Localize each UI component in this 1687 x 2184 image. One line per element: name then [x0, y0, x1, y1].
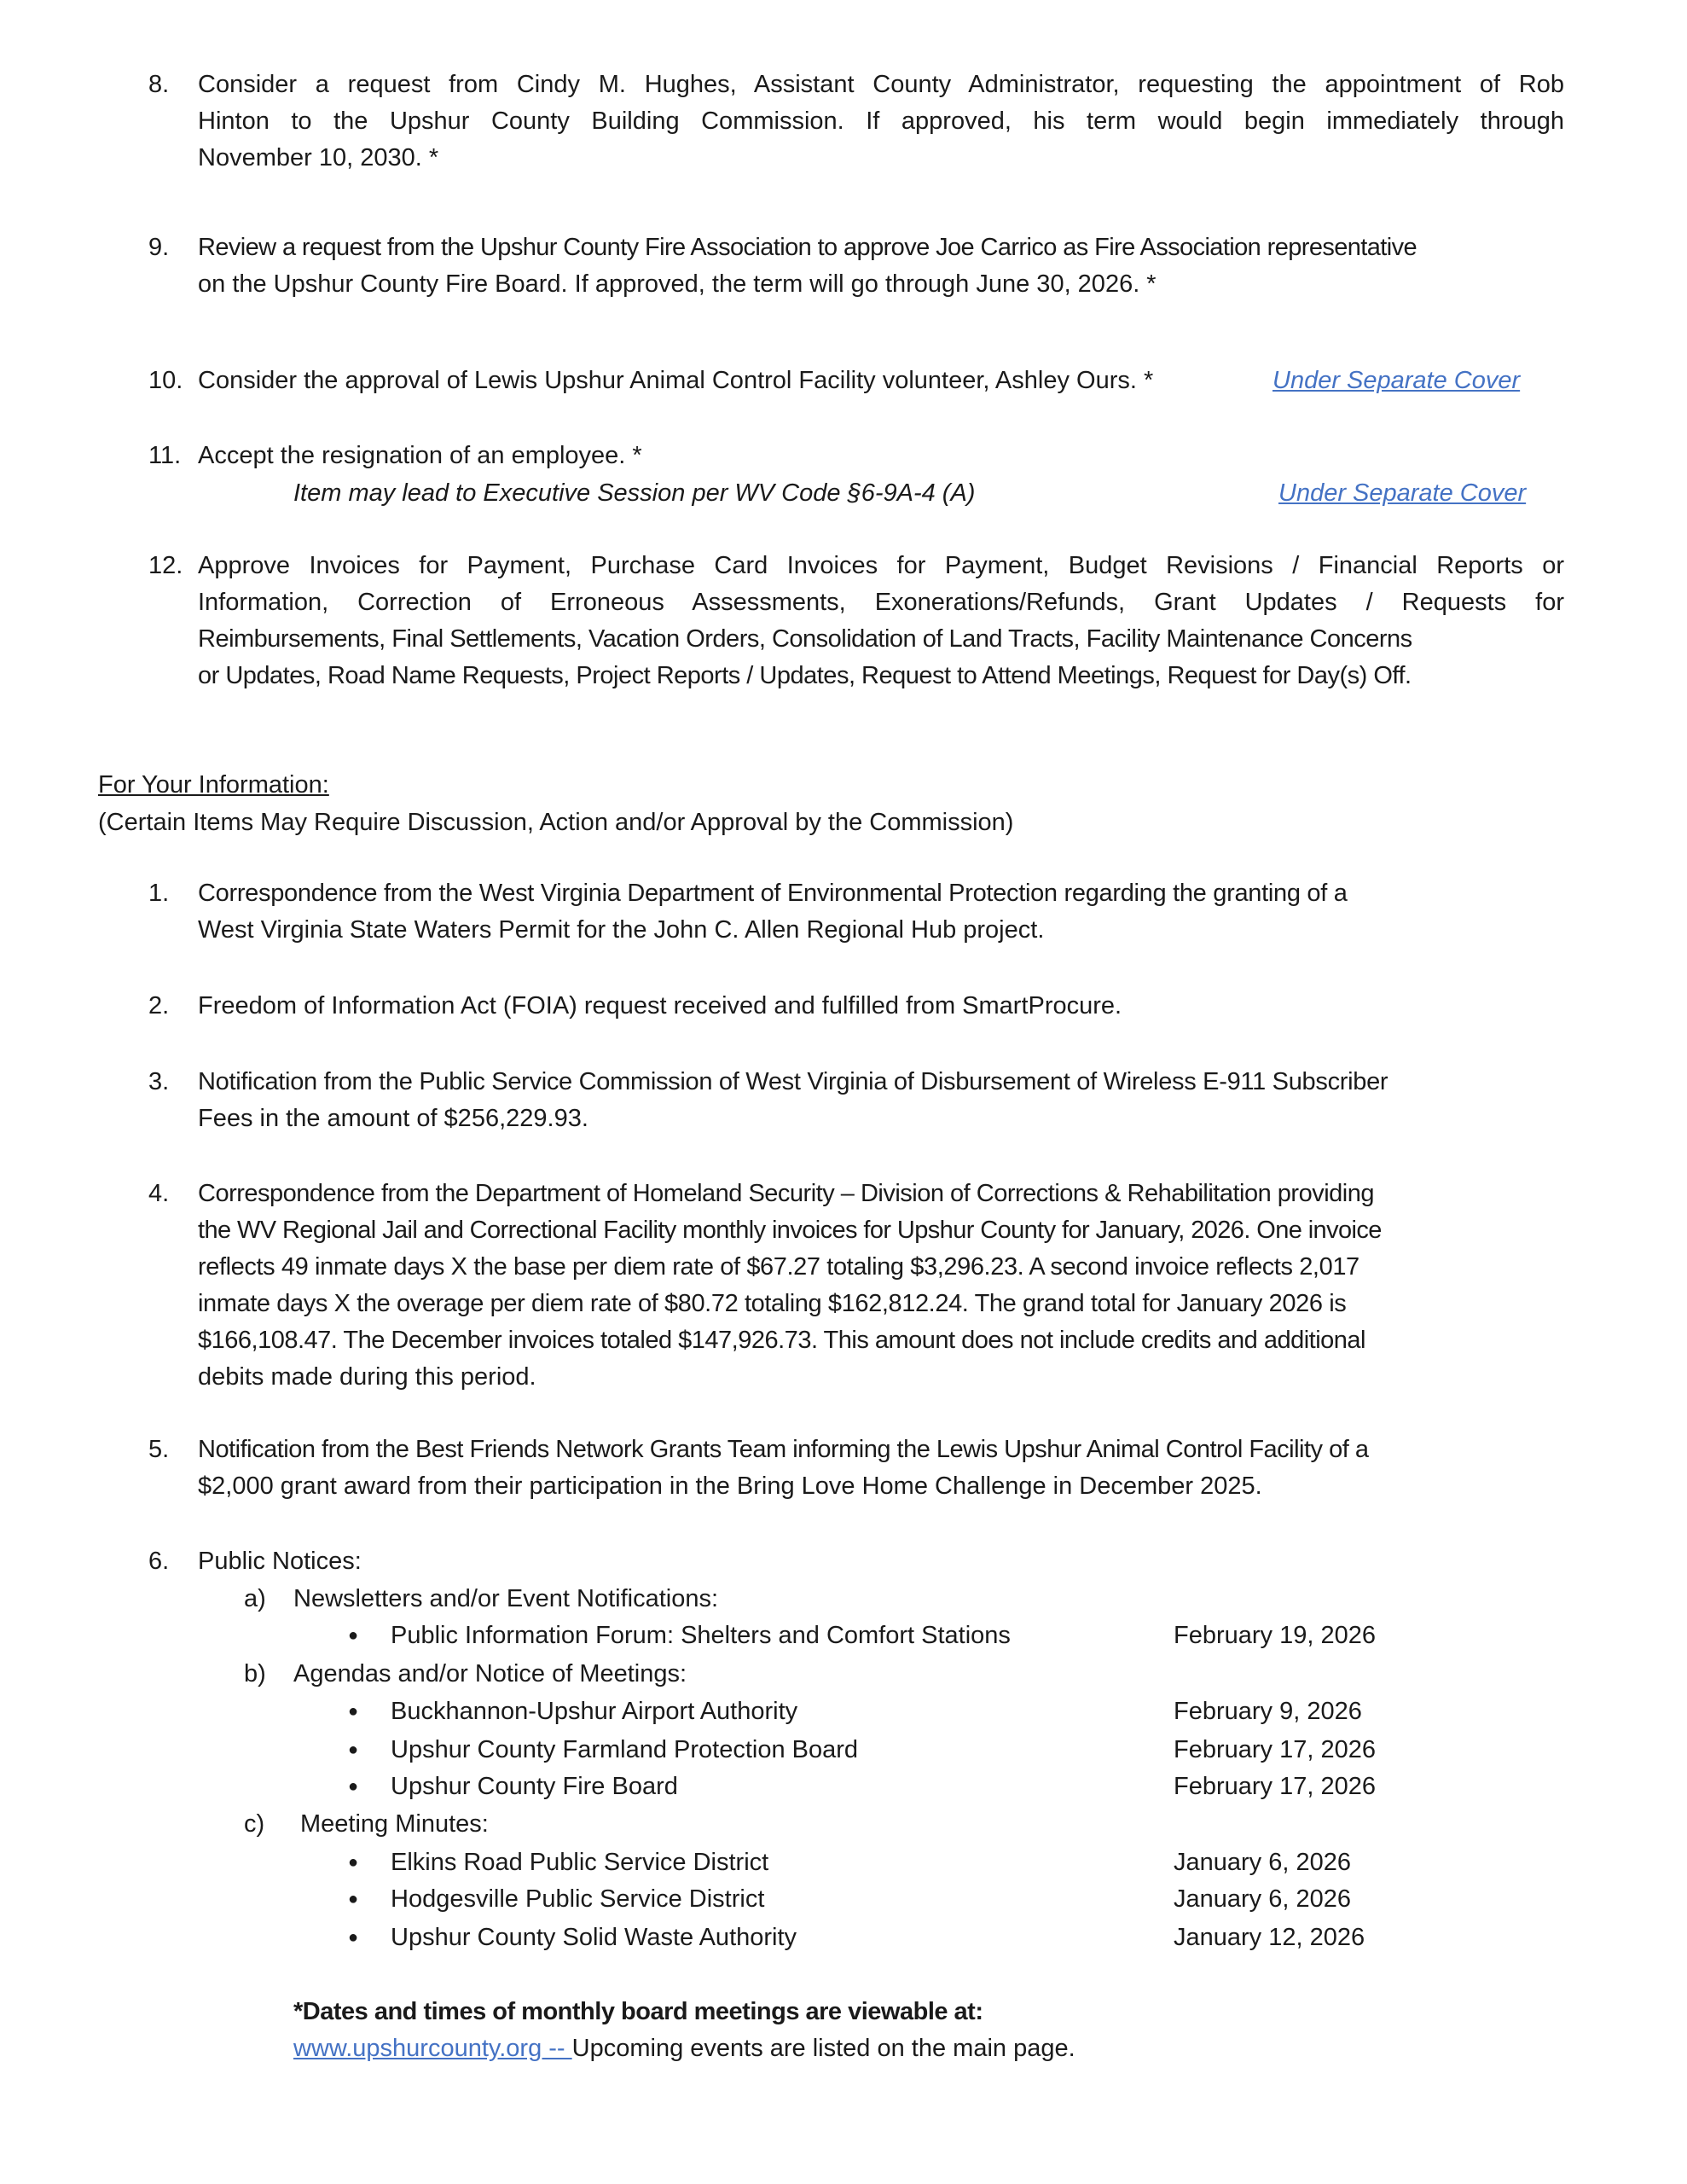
item-line: Hinton to the Upshur County Building Commission. If approved, his term would begin immediately through	[198, 107, 1564, 135]
notice-date: February 19, 2026	[1174, 1622, 1376, 1649]
group-letter: b)	[244, 1660, 266, 1687]
notice-date: February 17, 2026	[1174, 1736, 1376, 1763]
meeting-dates-note: *Dates and times of monthly board meetings are viewable at:	[293, 1998, 983, 2025]
executive-session-note: Item may lead to Executive Session per WV Code §6-9A-4 (A)	[293, 479, 976, 507]
item-line: Approve Invoices for Payment, Purchase Card Invoices for Payment, Budget Revisions / Financial Reports or	[198, 552, 1564, 579]
bullet-icon: ●	[348, 1702, 359, 1721]
item-line: Notification from the Best Friends Network Grants Team informing the Lewis Upshur Animal Control Facility of a	[198, 1436, 1369, 1463]
website-line-suffix: Upcoming events are listed on the main page.	[571, 2035, 1075, 2062]
item-text	[198, 1432, 1564, 1505]
notice-name: Elkins Road Public Service District	[391, 1849, 769, 1876]
public-notices-title: Public Notices:	[198, 1548, 362, 1575]
item-line: November 10, 2030. *	[198, 144, 439, 171]
item-text	[198, 988, 1564, 1025]
group-letter: a)	[244, 1585, 266, 1612]
item-line: Fees in the amount of $256,229.93.	[198, 1105, 588, 1132]
notice-date: January 6, 2026	[1174, 1885, 1351, 1913]
item-number: 2.	[148, 992, 170, 1019]
notice-name: Hodgesville Public Service District	[391, 1885, 765, 1913]
item-line: $166,108.47. The December invoices totaled $147,926.73. This amount does not include credits and additional	[198, 1327, 1366, 1354]
bullet-icon: ●	[348, 1928, 359, 1947]
group-title: Meeting Minutes:	[300, 1810, 489, 1838]
notice-name: Upshur County Solid Waste Authority	[391, 1924, 797, 1951]
notice-name: Buckhannon-Upshur Airport Authority	[391, 1698, 798, 1725]
item-line: the WV Regional Jail and Correctional Facility monthly invoices for Upshur County for January, 2026. One invoice	[198, 1217, 1382, 1244]
bullet-icon: ●	[348, 1777, 359, 1796]
item-text	[198, 67, 1564, 177]
item-number: 11.	[148, 442, 182, 469]
notice-name: Public Information Forum: Shelters and Comfort Stations	[391, 1622, 1011, 1649]
website-link[interactable]: www.upshurcounty.org --	[293, 2035, 572, 2062]
group-title: Agendas and/or Notice of Meetings:	[293, 1660, 687, 1687]
notice-date: January 12, 2026	[1174, 1924, 1365, 1951]
item-number: 10.	[148, 367, 183, 394]
bullet-icon: ●	[348, 1740, 359, 1759]
item-line: debits made during this period.	[198, 1363, 536, 1391]
under-separate-cover-link[interactable]: Under Separate Cover	[1278, 479, 1527, 507]
item-number: 3.	[148, 1068, 170, 1095]
item-number: 6.	[148, 1548, 170, 1575]
fyi-heading: For Your Information:	[98, 771, 329, 799]
item-line: Reimbursements, Final Settlements, Vacation Orders, Consolidation of Land Tracts, Facility Maintenance Concerns	[198, 625, 1412, 653]
group-letter: c)	[244, 1810, 265, 1838]
notice-date: February 17, 2026	[1174, 1773, 1376, 1800]
item-text: Consider the approval of Lewis Upshur Animal Control Facility volunteer, Ashley Ours. *	[198, 367, 1154, 394]
notice-name: Upshur County Fire Board	[391, 1773, 678, 1800]
item-line: Notification from the Public Service Commission of West Virginia of Disbursement of Wireless E-911 Subscriber	[198, 1068, 1388, 1095]
notice-date: February 9, 2026	[1174, 1698, 1362, 1725]
bullet-icon: ●	[348, 1853, 359, 1872]
item-line: or Updates, Road Name Requests, Project Reports / Updates, Request to Attend Meetings, Request for Day(s) Off.	[198, 662, 1412, 689]
notice-date: January 6, 2026	[1174, 1849, 1351, 1876]
item-line: Consider a request from Cindy M. Hughes, Assistant County Administrator, requesting the appointment of Rob	[198, 71, 1564, 98]
item-line: Review a request from the Upshur County Fire Association to approve Joe Carrico as Fire Association representative	[198, 234, 1417, 261]
item-text	[198, 548, 1564, 694]
item-number: 5.	[148, 1436, 170, 1463]
item-text	[198, 1064, 1564, 1137]
item-number: 9.	[148, 234, 170, 261]
item-line: reflects 49 inmate days X the base per diem rate of $67.27 totaling $3,296.23. A second invoice reflects 2,017	[198, 1253, 1359, 1281]
item-line: Information, Correction of Erroneous Assessments, Exonerations/Refunds, Grant Updates / Requests for	[198, 589, 1564, 616]
item-text	[198, 229, 1564, 303]
item-text	[198, 875, 1564, 949]
item-line: Correspondence from the Department of Homeland Security – Division of Corrections & Rehabilitation providing	[198, 1180, 1374, 1207]
item-text: Accept the resignation of an employee. *	[198, 442, 642, 469]
fyi-subheading: (Certain Items May Require Discussion, Action and/or Approval by the Commission)	[98, 809, 1014, 836]
item-line: $2,000 grant award from their participation in the Bring Love Home Challenge in December 2025.	[198, 1472, 1262, 1500]
item-text	[198, 1176, 1564, 1396]
group-title: Newsletters and/or Event Notifications:	[293, 1585, 719, 1612]
website-line	[293, 2030, 1075, 2067]
item-number: 8.	[148, 71, 170, 98]
bullet-icon: ●	[348, 1626, 359, 1645]
item-number: 4.	[148, 1180, 170, 1207]
item-number: 12.	[148, 552, 183, 579]
bullet-icon: ●	[348, 1890, 359, 1908]
notice-name: Upshur County Farmland Protection Board	[391, 1736, 859, 1763]
item-line: Correspondence from the West Virginia Department of Environmental Protection regarding the granting of a	[198, 880, 1348, 907]
item-line: Freedom of Information Act (FOIA) request received and fulfilled from SmartProcure.	[198, 992, 1122, 1019]
item-line: on the Upshur County Fire Board. If approved, the term will go through June 30, 2026. *	[198, 270, 1157, 298]
item-line: inmate days X the overage per diem rate of $80.72 totaling $162,812.24. The grand total for January 2026 is	[198, 1290, 1347, 1317]
item-line: West Virginia State Waters Permit for the John C. Allen Regional Hub project.	[198, 916, 1045, 944]
under-separate-cover-link[interactable]: Under Separate Cover	[1272, 367, 1521, 394]
item-number: 1.	[148, 880, 170, 907]
